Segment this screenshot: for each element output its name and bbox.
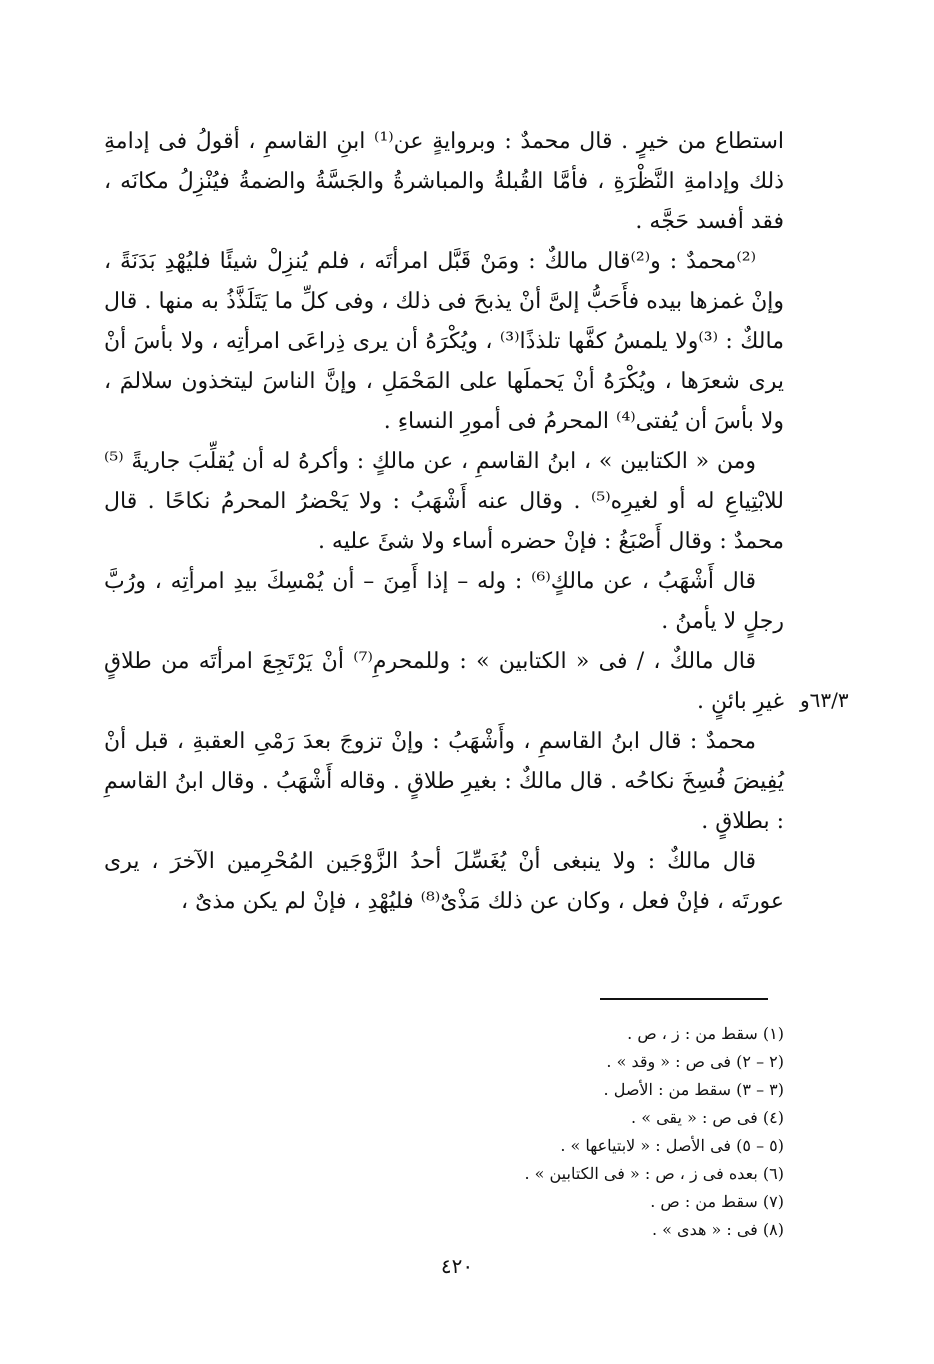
paragraph: قال أَشْهَبُ ، عن مالكٍ⁽⁶⁾ : وله – إذا أَمِنَ – أن يُمْسِكَ بيدِ امرأتِه ، ورُبَّ رجلٍ لا يأمنُ .	[104, 569, 784, 634]
main-text	[104, 122, 784, 922]
paragraph: ⁽²⁾محمدٌ : و⁽²⁾قال مالكٌ : ومَنْ قَبَّل امرأتَه ، فلم يُنزِلْ شيئًا فليُهْدِ بَدَنَةً ، وإنْ غمزها بيده فأَحَبُّ إلىَّ أنْ يذبحَ فى ذلك ، وفى كلِّ ما يَتَلَذَّذُ به منها . قال مالكٌ : ⁽³⁾ولا يلمسُ كفَّها تلذذًا⁽³⁾ ، ويُكْرَهُ أن يرى ذِراعَى امرأتِه ، ولا بأسَ أنْ يرى شعرَها ، ويُكْرَهُ أنْ يَحملَها على المَحْمَلِ ، وإنَّ الناسَ ليتخذون سلالمَ ، ولا بأسَ أن يُفتى⁽⁴⁾ المحرمُ فى أمورِ النساءِ .	[104, 249, 784, 434]
paragraph: استطاع من خيرٍ . قال محمدٌ : وبروايةٍ عن⁽¹⁾ ابنِ القاسمِ ، أقولُ فى إدامةِ ذلك وإدامةِ النَّظْرَةِ ، فأمَّا القُبلةُ والمباشرةُ والجَسَّةُ والضمةُ فيُنْزِلُ مكانَه ، فقد أفسد حَجَّه .	[104, 129, 784, 234]
footnote: (٧) سقط من : ص .	[650, 1192, 784, 1211]
paragraph: قال مالكٌ ، / فى « الكتابين » : وللمحرمِ⁽⁷⁾ أنْ يَرْتَجِعَ امرأتَه من طلاقٍ غيرِ بائنٍ .	[104, 649, 784, 714]
footnote: (٣ – ٣) سقط من : الأصل .	[603, 1080, 784, 1099]
paragraph: محمدٌ : قال ابنُ القاسمِ ، وأَشْهَبُ : وإنْ تزوجَ بعدَ رَمْىِ العقبةِ ، قبل أنْ يُفِيضَ فُسِخَ نكاحُه . قال مالكٌ : بغيرِ طلاقٍ . وقاله أَشْهَبُ . وقال ابنُ القاسمِ : بطلاقٍ .	[104, 729, 784, 834]
footnote: (١) سقط من : ز ، ص .	[627, 1024, 784, 1043]
footnote: (٨) فى : « هدى » .	[652, 1220, 784, 1239]
footnote: (٤) فى ص : « يقى » .	[631, 1108, 784, 1127]
margin-folio-reference: ٦٣/٣و	[800, 688, 849, 712]
page-number: ٤٢٠	[440, 1254, 474, 1278]
footnotes	[440, 1020, 784, 1244]
footnote: (٢ – ٢) فى ص : « وقد » .	[606, 1052, 784, 1071]
footnote-divider	[600, 998, 768, 1000]
footnote: (٦) بعده فى ز ، ص : « فى الكتابين » .	[524, 1164, 784, 1183]
paragraph: ومن « الكتابين » ، ابنُ القاسمِ ، عن مالكٍ : وأكرهُ له أن يُقلِّبَ جاريةً ⁽⁵⁾للابْتِياعِ له أو لغيرِه⁽⁵⁾ . وقال عنه أَشْهَبُ : ولا يَحْضرُ المحرمُ نكاحًا . قال محمدٌ : وقال أَصْبَغُ : فإنْ حضره أساء ولا شئَ عليه .	[104, 449, 784, 554]
paragraph: قال مالكٌ : ولا ينبغى أنْ يُغَسِّلَ أحدُ الزَّوْجَين المُحْرِمين الآخرَ ، يرى عورتَه ، فإنْ فعل ، وكان عن ذلك مَذْىٌ⁽⁸⁾ فليُهْدِ ، فإنْ لم يكن مذىٌ ،	[104, 849, 784, 914]
footnote: (٥ – ٥) فى الأصل : « لابتياعها » .	[560, 1136, 784, 1155]
